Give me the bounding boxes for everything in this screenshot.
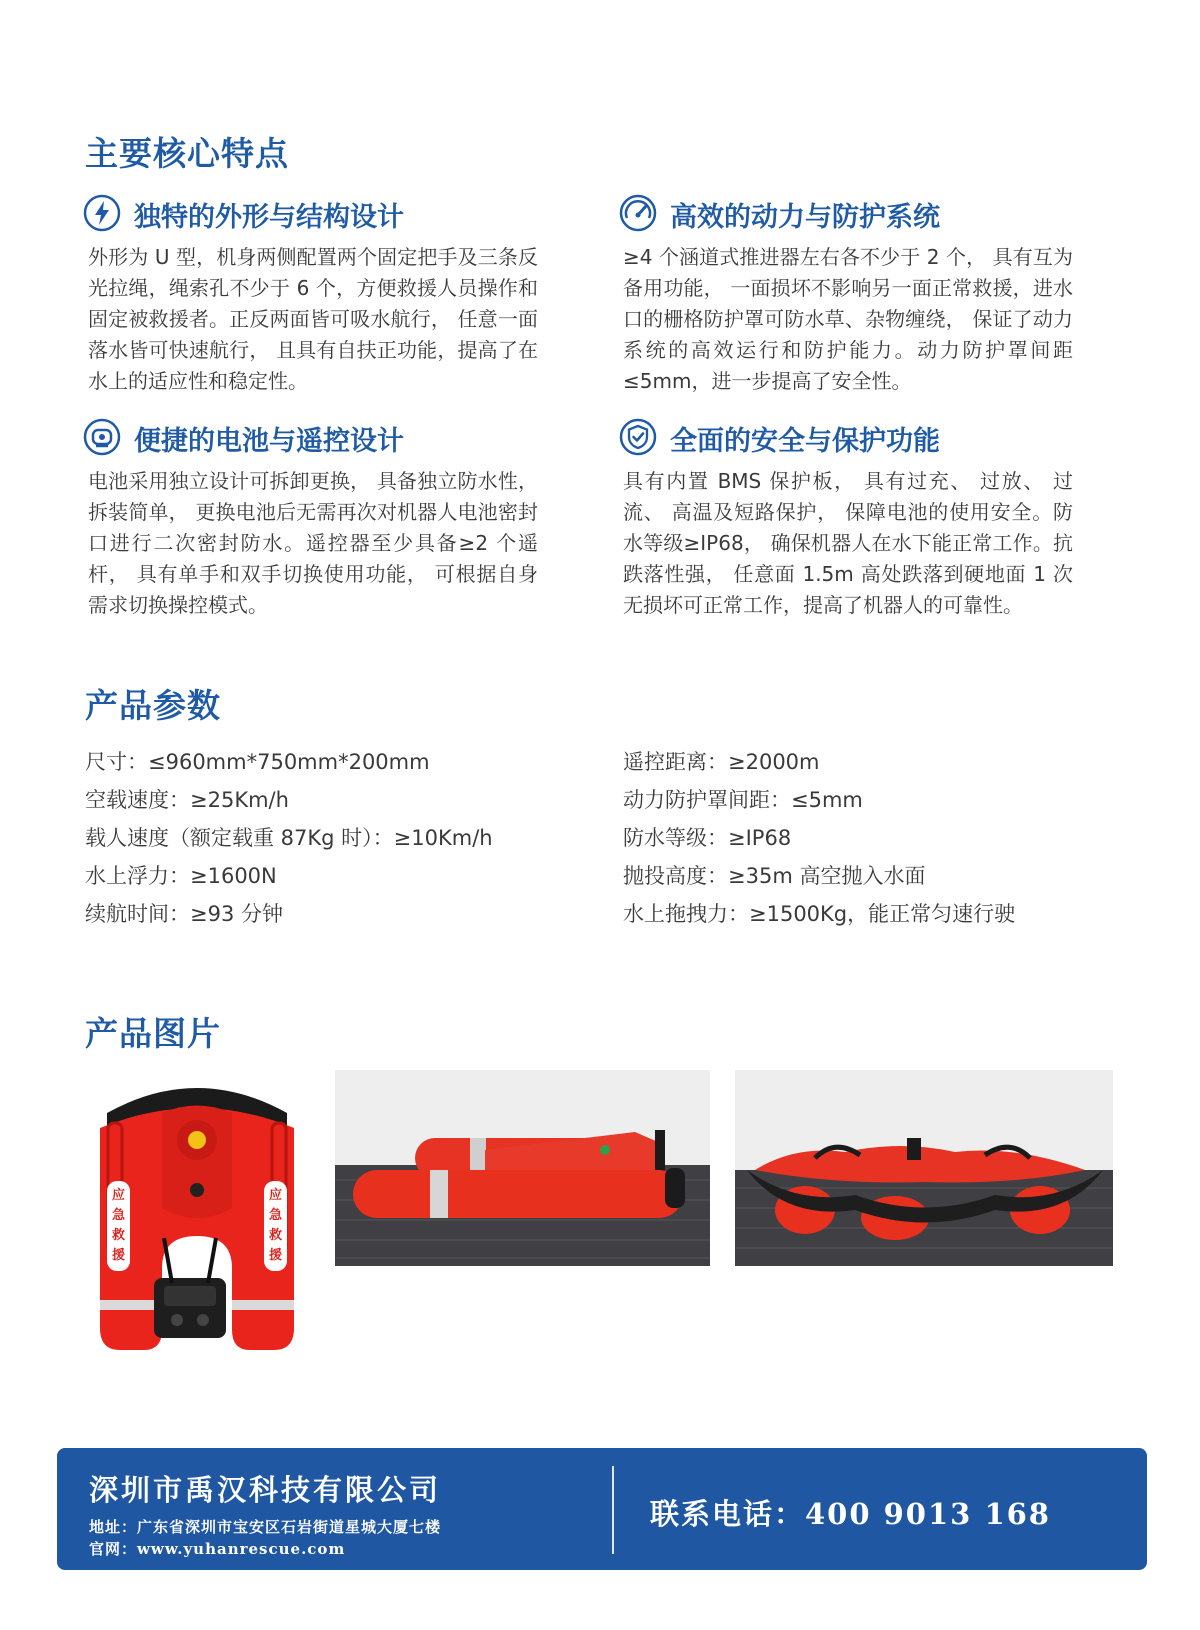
feature-title: 全面的安全与保护功能 [670, 426, 940, 457]
feature-body: 电池采用独立设计可拆卸更换， 具备独立防水性， 拆装简单， 更换电池后无需再次对机器人电池密封口进行二次密封防水。遥控器至少具备≥2 个遥杆， 具有单手和双手切换使用功能， 可根据自身需求切换操控模式。 [88, 469, 538, 617]
feature-body: 具有内置 BMS 保护板， 具有过充、 过放、 过流、 高温及短路保护， 保障电池的使用安全。防水等级≥IP68， 确保机器人在水下能正常工作。抗跌落性强， 任意面 1.5m 高处跌落到硬地面 1 次无损坏可正常工作，提高了机器人的可靠性。 [623, 469, 1073, 617]
feature-title: 高效的动力与防护系统 [670, 202, 940, 233]
front-view-illustration [735, 1070, 1113, 1266]
param-endurance: 续航时间：≥93 分钟 [85, 902, 283, 926]
feature-body: ≥4 个涵道式推进器左右各不少于 2 个， 具有互为备用功能， 一面损坏不影响另一面正常救援，进水口的栅格防护罩可防水草、杂物缠绕， 保证了动力系统的高效运行和防护能力。动力防护罩间距≤5mm，进一步提高了安全性。 [623, 245, 1073, 393]
param-remote-distance: 遥控距离：≥2000m [623, 750, 820, 774]
lightning-icon [82, 193, 122, 233]
feature-title: 独特的外形与结构设计 [134, 202, 404, 233]
feature-safety [618, 417, 940, 461]
company-website: 官网：www.yuhanrescue.com [89, 1540, 346, 1558]
product-photo-side-view [335, 1070, 710, 1266]
section-title-features: 主要核心特点 [85, 134, 289, 173]
company-address: 地址：广东省深圳市宝安区石岩街道星城大厦七楼 [89, 1518, 442, 1536]
gauge-icon [618, 193, 658, 233]
feature-body: 外形为 U 型，机身两侧配置两个固定把手及三条反光拉绳，绳索孔不少于 6 个，方便救援人员操作和固定被救援者。正反两面皆可吸水航行， 任意一面落水皆可快速航行， 且具有自扶正功能，提高了在水上的适应性和稳定性。 [88, 245, 538, 393]
remote-icon [82, 417, 122, 457]
param-guard-spacing: 动力防护罩间距：≤5mm [623, 788, 863, 812]
feature-title: 便捷的电池与遥控设计 [134, 426, 404, 457]
product-photo-top-view [82, 1068, 312, 1368]
shield-check-icon [618, 417, 658, 457]
param-towing: 水上拖拽力：≥1500Kg，能正常匀速行驶 [623, 902, 1016, 926]
section-title-params: 产品参数 [85, 686, 221, 725]
side-view-illustration [335, 1070, 710, 1266]
hull-label-left: 应急救援 [111, 1188, 125, 1263]
param-empty-speed: 空载速度：≥25Km/h [85, 788, 289, 812]
contact-phone: 联系电话：400 9013 168 [650, 1497, 1051, 1531]
feature-battery-remote [82, 417, 404, 461]
hull-label-right: 应急救援 [268, 1188, 282, 1263]
feature-power-protection [618, 193, 940, 237]
param-loaded-speed: 载人速度（额定载重 87Kg 时）：≥10Km/h [85, 826, 493, 850]
param-buoyancy: 水上浮力：≥1600N [85, 864, 277, 888]
param-size: 尺寸：≤960mm*750mm*200mm [85, 750, 430, 774]
param-drop-height: 抛投高度：≥35m 高空抛入水面 [623, 864, 926, 888]
footer-banner [57, 1448, 1147, 1570]
section-title-images: 产品图片 [85, 1014, 221, 1053]
footer-divider [612, 1466, 614, 1554]
param-waterproof: 防水等级：≥IP68 [623, 826, 792, 850]
feature-shape-structure [82, 193, 404, 237]
product-photo-front-view [735, 1070, 1113, 1266]
company-name: 深圳市禹汉科技有限公司 [89, 1473, 442, 1507]
